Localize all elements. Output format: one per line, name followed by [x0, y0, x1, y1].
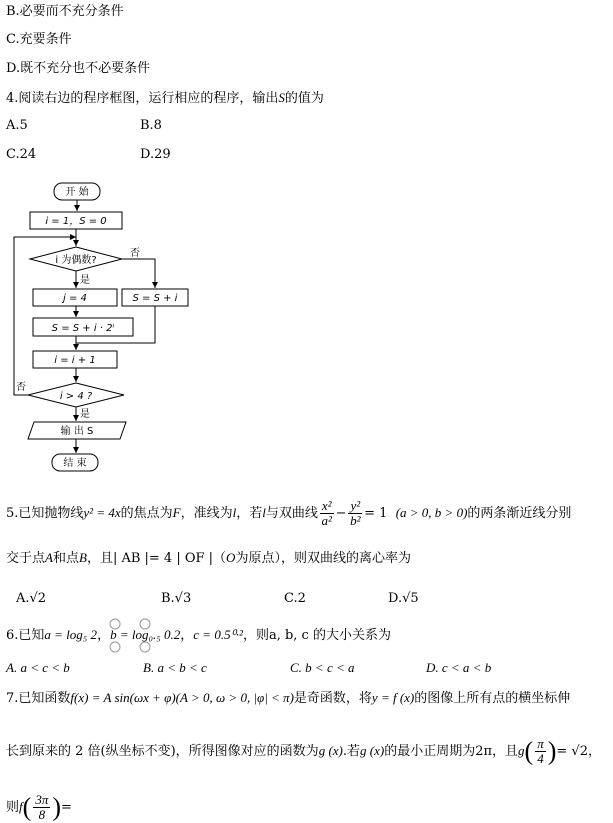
q4-option-d: D.29 — [140, 147, 171, 162]
q4-option-b: B.8 — [140, 118, 162, 133]
flow-cond1-label: i 为偶数? — [55, 255, 97, 266]
flow-s-even-label: S = S + i — [132, 293, 178, 304]
flow-start-label: 开 始 — [65, 187, 89, 198]
q5-option-c: C.2 — [284, 591, 306, 606]
q6-option-c: C. b < c < a — [290, 660, 355, 675]
flow-cond2-label: i > 4 ? — [59, 391, 93, 402]
flow-yes2-label: 是 — [80, 409, 90, 420]
flow-no1-label: 否 — [130, 248, 140, 259]
flow-inc-label: i = i + 1 — [54, 355, 96, 366]
q3-option-b: B.必要而不充分条件 — [6, 4, 124, 19]
q5-line1: 5.已知抛物线y² = 4x的焦点为F，准线为l，若l与双曲线 $\frac{\text{x²}}{\text{a²}}$ − $\frac{\text{y²}}{\text{b²}}$ = 1 (a > 0, b > 0)的两条渐近线分别 — [6, 498, 572, 528]
flow-no2-label: 否 — [16, 382, 26, 393]
flow-s-odd-label: S = S + i · 2ⁱ — [51, 323, 115, 334]
q4-option-a: A.5 — [6, 118, 28, 133]
hyperbola-frac-y: $\frac{\text{y²}}{\text{b²}}$ — [350, 498, 361, 528]
q3-option-d: D.既不充分也不必要条件 — [6, 61, 151, 76]
q6-option-b: B. a < b < c — [143, 660, 207, 675]
hyperbola-frac-x: $\frac{\text{x²}}{\text{a²}}$ — [321, 498, 332, 528]
q4-option-c: C.24 — [6, 147, 37, 162]
flow-output-label: 输 出 S — [60, 426, 94, 437]
q7-line2: 长到原来的 2 倍(纵坐标不变)，所得图像对应的函数为g (x).若g (x)的最小正周期为2π，且g( $\frac{\pi}{4}$ )= √2， — [6, 736, 601, 766]
q6-stem: 6.已知a = log₅ 2，b = log₀.₅ 0.2，c = 0.5⁰·²，则a, b, c 的大小关系为 — [6, 627, 391, 643]
flow-end-label: 结 束 — [63, 458, 87, 469]
flow-init-label: i = 1，S = 0 — [45, 216, 107, 227]
q5-line2: 交于点A和点B，且| AB |= 4 | OF |（O为原点），则双曲线的离心率为 — [6, 550, 411, 566]
flow-j-label: j = 4 — [63, 293, 87, 304]
flow-yes1-label: 是 — [80, 275, 90, 286]
q6-option-d: D. c < a < b — [426, 660, 492, 675]
q4-stem: 4.阅读右边的程序框图，运行相应的程序，输出S的值为 — [6, 90, 324, 106]
q3-option-c: C.充要条件 — [6, 32, 72, 47]
q5-option-a: A.√2 — [16, 591, 47, 606]
q6-option-a: A. a < c < b — [6, 660, 70, 675]
q5-option-d: D.√5 — [388, 591, 419, 606]
q7-line1: 7.已知函数f(x) = A sin(ωx + φ)(A > 0, ω > 0, |φ| < π)是奇函数，将y = f (x)的图像上所有点的横坐标伸 — [6, 690, 571, 706]
q5-option-b: B.√3 — [161, 591, 192, 606]
q7-line3: 则f( $\frac{3\pi}{8}$ )= — [6, 792, 72, 822]
q4-flowchart — [0, 175, 230, 475]
